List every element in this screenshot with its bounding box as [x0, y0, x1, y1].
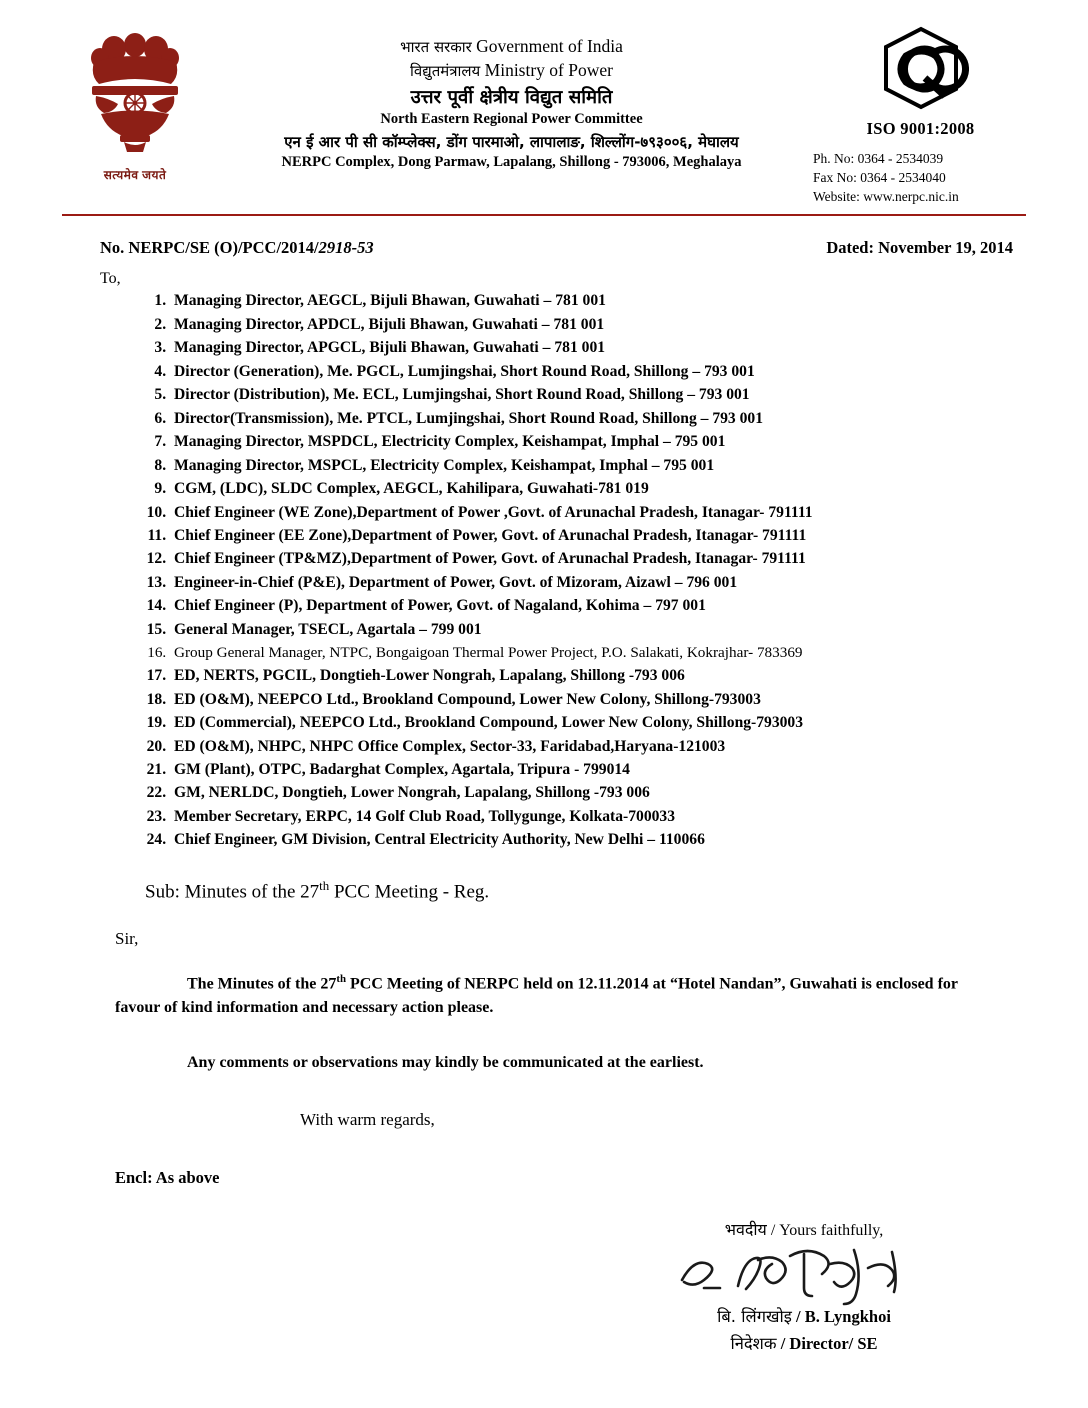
website-line: Website: www.nerpc.nic.in	[813, 189, 959, 205]
ministry-hi: विद्युतमंत्रालय	[410, 62, 481, 80]
list-item: 16. Group General Manager, NTPC, Bongaigoan Thermal Power Project, P.O. Salakati, Kokrajhar- 783369	[170, 642, 1088, 664]
header-divider	[62, 214, 1026, 216]
organisation-titles	[210, 22, 813, 171]
ministry-en: Ministry of Power	[484, 60, 613, 80]
committee-name-en: North Eastern Regional Power Committee	[380, 111, 643, 127]
emblem-motto: सत्यमेव जयते	[103, 168, 167, 182]
list-item: 22. GM, NERLDC, Dongtieh, Lower Nongrah, Lapalang, Shillong -793 006	[170, 782, 1088, 804]
govt-of-india-hi: भारत सरकार	[400, 38, 472, 56]
list-item: 11. Chief Engineer (EE Zone),Department of Power, Govt. of Arunachal Pradesh, Itanagar- 791111	[170, 525, 1088, 547]
yours-faithfully-line	[520, 1218, 1088, 1240]
letter-number-prefix: No. NERPC/SE (O)/PCC/2014/	[100, 238, 319, 258]
list-item: 7. Managing Director, MSPDCL, Electricity Complex, Keishampat, Imphal – 795 001	[170, 431, 1088, 453]
list-item: 23. Member Secretary, ERPC, 14 Golf Club Road, Tollygunge, Kolkata-700033	[170, 806, 1088, 828]
address-hi: एन ई आर पी सी कॉम्प्लेक्स, डोंग पारमाओ, लापालाङ, शिल्लोंग-७९३००६, मेघालय	[284, 133, 739, 151]
list-item: 18. ED (O&M), NEEPCO Ltd., Brookland Compound, Lower New Colony, Shillong-793003	[170, 689, 1088, 711]
list-item: 9. CGM, (LDC), SLDC Complex, AEGCL, Kahilipara, Guwahati-781 019	[170, 478, 1088, 500]
closing-regards: With warm regards,	[300, 1110, 435, 1130]
list-item: 20. ED (O&M), NHPC, NHPC Office Complex, Sector-33, Faridabad,Haryana-121003	[170, 736, 1088, 758]
subject-text-pre: Sub: Minutes of the 27	[145, 881, 320, 903]
committee-name-hi: उत्तर पूर्वी क्षेत्रीय विद्युत समिति	[410, 87, 613, 108]
ministry-line	[210, 60, 813, 81]
ashoka-emblem-icon	[76, 28, 194, 168]
letter-number	[100, 238, 374, 258]
list-item: 12. Chief Engineer (TP&MZ),Department of Power, Govt. of Arunachal Pradesh, Itanagar- 791111	[170, 548, 1088, 570]
paragraph-1-ordinal-suffix: th	[336, 973, 346, 986]
fax-line: Fax No: 0364 - 2534040	[813, 170, 946, 186]
list-item: 8. Managing Director, MSPCL, Electricity Complex, Keishampat, Imphal – 795 001	[170, 455, 1088, 477]
address-en: NERPC Complex, Dong Parmaw, Lapalang, Shillong - 793006, Meghalaya	[281, 154, 742, 170]
enclosure-note: Encl: As above	[115, 1168, 220, 1188]
paragraph-1-post: PCC Meeting of NERPC held on 12.11.2014 at “Hotel Nandan”, Guwahati is enclosed for favour of kind information and necessary action please.	[115, 975, 958, 1017]
list-item: 19. ED (Commercial), NEEPCO Ltd., Brookland Compound, Lower New Colony, Shillong-793003	[170, 712, 1088, 734]
quality-certification-icon	[873, 26, 969, 112]
letterhead	[0, 0, 1088, 212]
list-item: 10. Chief Engineer (WE Zone),Department of Power ,Govt. of Arunachal Pradesh, Itanagar- 791111	[170, 502, 1088, 524]
yours-faithfully-en: / Yours faithfully,	[766, 1222, 884, 1240]
paragraph-1-pre: The Minutes of the 27	[187, 975, 337, 993]
govt-of-india-en: Government of India	[476, 36, 623, 56]
list-item: 14. Chief Engineer (P), Department of Power, Govt. of Nagaland, Kohima – 797 001	[170, 595, 1088, 617]
reference-line	[100, 238, 1013, 258]
signatory-designation-en: / Director/ SE	[776, 1334, 878, 1354]
yours-faithfully-hi: भवदीय	[724, 1220, 767, 1240]
body-paragraph-1	[115, 971, 988, 1020]
salutation: Sir,	[115, 929, 139, 949]
addressee-list	[0, 290, 1088, 851]
list-item: 15. General Manager, TSECL, Agartala – 799 001	[170, 619, 1088, 641]
iso-certification-label: ISO 9001:2008	[866, 119, 975, 138]
subject-text-post: PCC Meeting - Reg.	[329, 881, 490, 903]
list-item: 3. Managing Director, APGCL, Bijuli Bhawan, Guwahati – 781 001	[170, 337, 1088, 359]
subject-line	[145, 878, 1088, 903]
to-label: To,	[100, 270, 121, 288]
list-item: 6. Director(Transmission), Me. PTCL, Lumjingshai, Short Round Road, Shillong – 793 001	[170, 408, 1088, 430]
iso-logo	[813, 26, 1028, 117]
list-item: 17. ED, NERTS, PGCIL, Dongtieh-Lower Nongrah, Lapalang, Shillong -793 006	[170, 665, 1088, 687]
list-item: 5. Director (Distribution), Me. ECL, Lumjingshai, Short Round Road, Shillong – 793 001	[170, 384, 1088, 406]
signature-icon	[654, 1240, 954, 1306]
letter-number-serial: 2918-53	[318, 238, 374, 258]
list-item: 21. GM (Plant), OTPC, Badarghat Complex, Agartala, Tripura - 799014	[170, 759, 1088, 781]
subject-ordinal-suffix: th	[319, 877, 330, 893]
handwritten-signature	[520, 1240, 1088, 1306]
signatory-designation	[520, 1331, 1088, 1354]
signatory-designation-hi: निदेशक	[730, 1334, 777, 1354]
list-item: 4. Director (Generation), Me. PGCL, Lumjingshai, Short Round Road, Shillong – 793 001	[170, 361, 1088, 383]
list-item: 1. Managing Director, AEGCL, Bijuli Bhawan, Guwahati – 781 001	[170, 290, 1088, 312]
signatory-name-hi: बि. लिंगखोइ	[717, 1307, 792, 1327]
signatory-name-en: / B. Lyngkhoi	[791, 1307, 891, 1327]
letter-date: Dated: November 19, 2014	[826, 238, 1013, 258]
iso-and-contact-block	[813, 22, 1028, 206]
national-emblem-block	[60, 22, 210, 183]
phone-line: Ph. No: 0364 - 2534039	[813, 151, 944, 166]
body-paragraph-2: Any comments or observations may kindly be communicated at the earliest.	[187, 1054, 704, 1072]
list-item: 24. Chief Engineer, GM Division, Central Electricity Authority, New Delhi – 110066	[170, 829, 1088, 851]
signature-block	[0, 1218, 1088, 1354]
list-item: 2. Managing Director, APDCL, Bijuli Bhawan, Guwahati – 781 001	[170, 314, 1088, 336]
signatory-name	[520, 1304, 1088, 1327]
govt-of-india-line	[210, 36, 813, 57]
list-item: 13. Engineer-in-Chief (P&E), Department of Power, Govt. of Mizoram, Aizawl – 796 001	[170, 572, 1088, 594]
